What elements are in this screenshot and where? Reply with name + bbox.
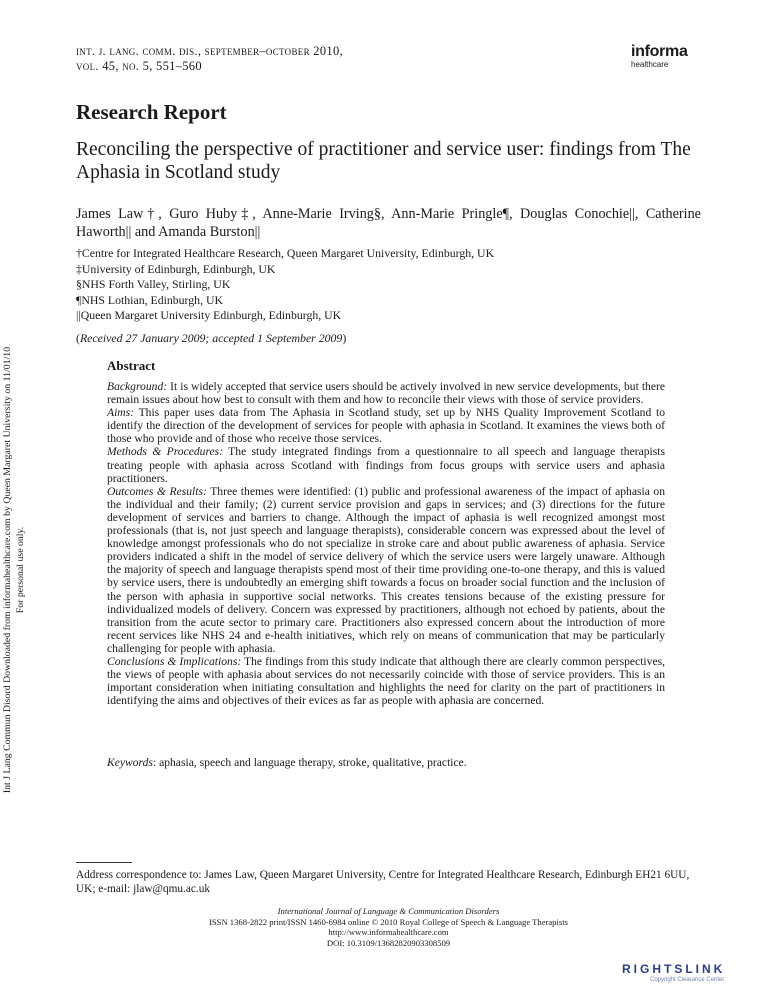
download-watermark	[2, 290, 32, 850]
affiliation-item: ‡University of Edinburgh, Edinburgh, UK	[76, 261, 276, 276]
journal-citation-line2: vol. 45, no. 5, 551–560	[76, 59, 202, 73]
section-label: Conclusions & Implications:	[107, 654, 242, 668]
footnote-divider	[76, 862, 132, 863]
author-list: James Law†, Guro Huby‡, Anne-Marie Irving§, Ann-Marie Pringle¶, Douglas Conochie||, Catherine Haworth|| and Amanda Burston||	[76, 206, 701, 240]
keywords-label: Keywords	[107, 756, 153, 769]
section-label: Methods & Procedures:	[107, 445, 224, 459]
publisher-name: informa	[631, 43, 688, 60]
affiliation-item: ||Queen Margaret University Edinburgh, Edinburgh, UK	[76, 308, 342, 322]
affiliation-item: §NHS Forth Valley, Stirling, UK	[76, 277, 231, 291]
rightslink-logo[interactable]: RIGHTSLINK	[622, 962, 726, 976]
section-text: It is widely accepted that service users should be actively involved in new service developments, but there remain issues about how best to consult with them and how to reconcile their views with those of service providers.	[107, 380, 665, 407]
journal-footer	[76, 906, 701, 948]
footer-doi: DOI: 10.3109/13682820903308509	[326, 937, 451, 948]
section-label: Aims:	[107, 406, 135, 420]
received-dates	[76, 331, 346, 346]
abstract-conclusions	[107, 655, 665, 707]
abstract-body	[107, 380, 665, 707]
abstract-background	[107, 380, 665, 406]
section-text: Three themes were identified: (1) public and professional awareness of the impact of aphasia on the individual and their family; (2) current service provision and gaps in services; and (3) directions for the future development of services and barriers to change. Although the impact of aphasia is well recognized amongst most professionals (that is, not just speech and language therapists), considerable concern was expressed about the level of knowledge amongst professionals who do not specialize in stroke care and about public awareness of aphasia. Service providers indicated a shift in the model of service delivery of which the service users were largely unaware. Although the majority of speech and language therapists spend most of their time providing one-to-one therapy, and this is valued by service users, there is undoubtedly an emerging shift towards a focus on broader social function and the inclusion of the person with aphasia in supportive social networks. This creates tensions because of the existing pressure for individualized models of delivery. Concern was expressed by practitioners, although not echoed by patients, about the transition from the acute sector to primary care. Practitioners also expressed concern about the introduction of more recent services like NHS 24 and e-health initiatives, which rely on means of communication that may be particularly challenging for people with aphasia.	[107, 484, 665, 655]
correspondence-address: Address correspondence to: James Law, Queen Margaret University, Centre for Integrated Healthcare Research, Edinburgh EH21 6UU, UK; e-mail: jlaw@qmu.ac.uk	[76, 869, 690, 895]
section-label: Background:	[107, 380, 168, 393]
received-open: (	[76, 331, 80, 345]
received-text: Received 27 January 2009; accepted 1 September 2009	[79, 331, 343, 345]
section-text: The study integrated findings from a questionnaire to all speech and language therapists treating people with aphasia across Scotland with findings from focus groups with service users and aphasia practitioners.	[107, 445, 665, 485]
abstract-aims	[107, 406, 665, 445]
publisher-logo	[631, 43, 688, 69]
affiliation-item: †Centre for Integrated Healthcare Research, Queen Margaret University, Edinburgh, UK	[76, 246, 495, 260]
section-text: The findings from this study indicate that although there are clearly common perspectives, the views of people with aphasia about services do not necessarily coincide with those of service providers. This is an important consideration when initiating consultation and highlights the need for clarity on the part of practitioners in identifying the aims and objectives of their evices as far as people with aphasia are concerned.	[107, 654, 665, 708]
abstract-methods	[107, 445, 665, 484]
report-type-heading: Research Report	[76, 100, 227, 124]
affiliation-item: ¶NHS Lothian, Edinburgh, UK	[76, 292, 224, 307]
keywords-text: : aphasia, speech and language therapy, stroke, qualitative, practice.	[152, 756, 467, 769]
abstract-heading: Abstract	[107, 358, 156, 373]
section-text: This paper uses data from The Aphasia in Scotland study, set up by NHS Quality Improvement Scotland to identify the direction of the development of services for people with aphasia in Scotland. It examines the views both of those who provide and of those who receive those services.	[107, 406, 665, 446]
rightslink-sub: Copyright Clearance Center	[650, 977, 725, 983]
footer-issn: ISSN 1368-2822 print/ISSN 1460-6984 online © 2010 Royal College of Speech & Language Therapists	[209, 916, 568, 927]
abstract-outcomes	[107, 485, 665, 655]
publisher-sub: healthcare	[631, 60, 669, 69]
section-label: Outcomes & Results:	[107, 484, 207, 498]
journal-citation-line1: int. j. lang. comm. dis., september–october 2010,	[76, 44, 343, 58]
footer-journal: International Journal of Language & Communication Disorders	[277, 906, 500, 916]
received-close: )	[342, 331, 347, 345]
download-note-line2: For personal use only.	[14, 526, 26, 614]
affiliation-list	[76, 246, 701, 324]
article-title: Reconciling the perspective of practitioner and service user: findings from The Aphasia in Scotland study	[76, 139, 691, 183]
footer-url[interactable]: http://www.informahealthcare.com	[328, 927, 449, 938]
download-note-line1: Int J Lang Commun Disord Downloaded from informahealthcare.com by Queen Margaret University on 11/01/10	[2, 346, 13, 794]
keywords	[107, 756, 665, 769]
